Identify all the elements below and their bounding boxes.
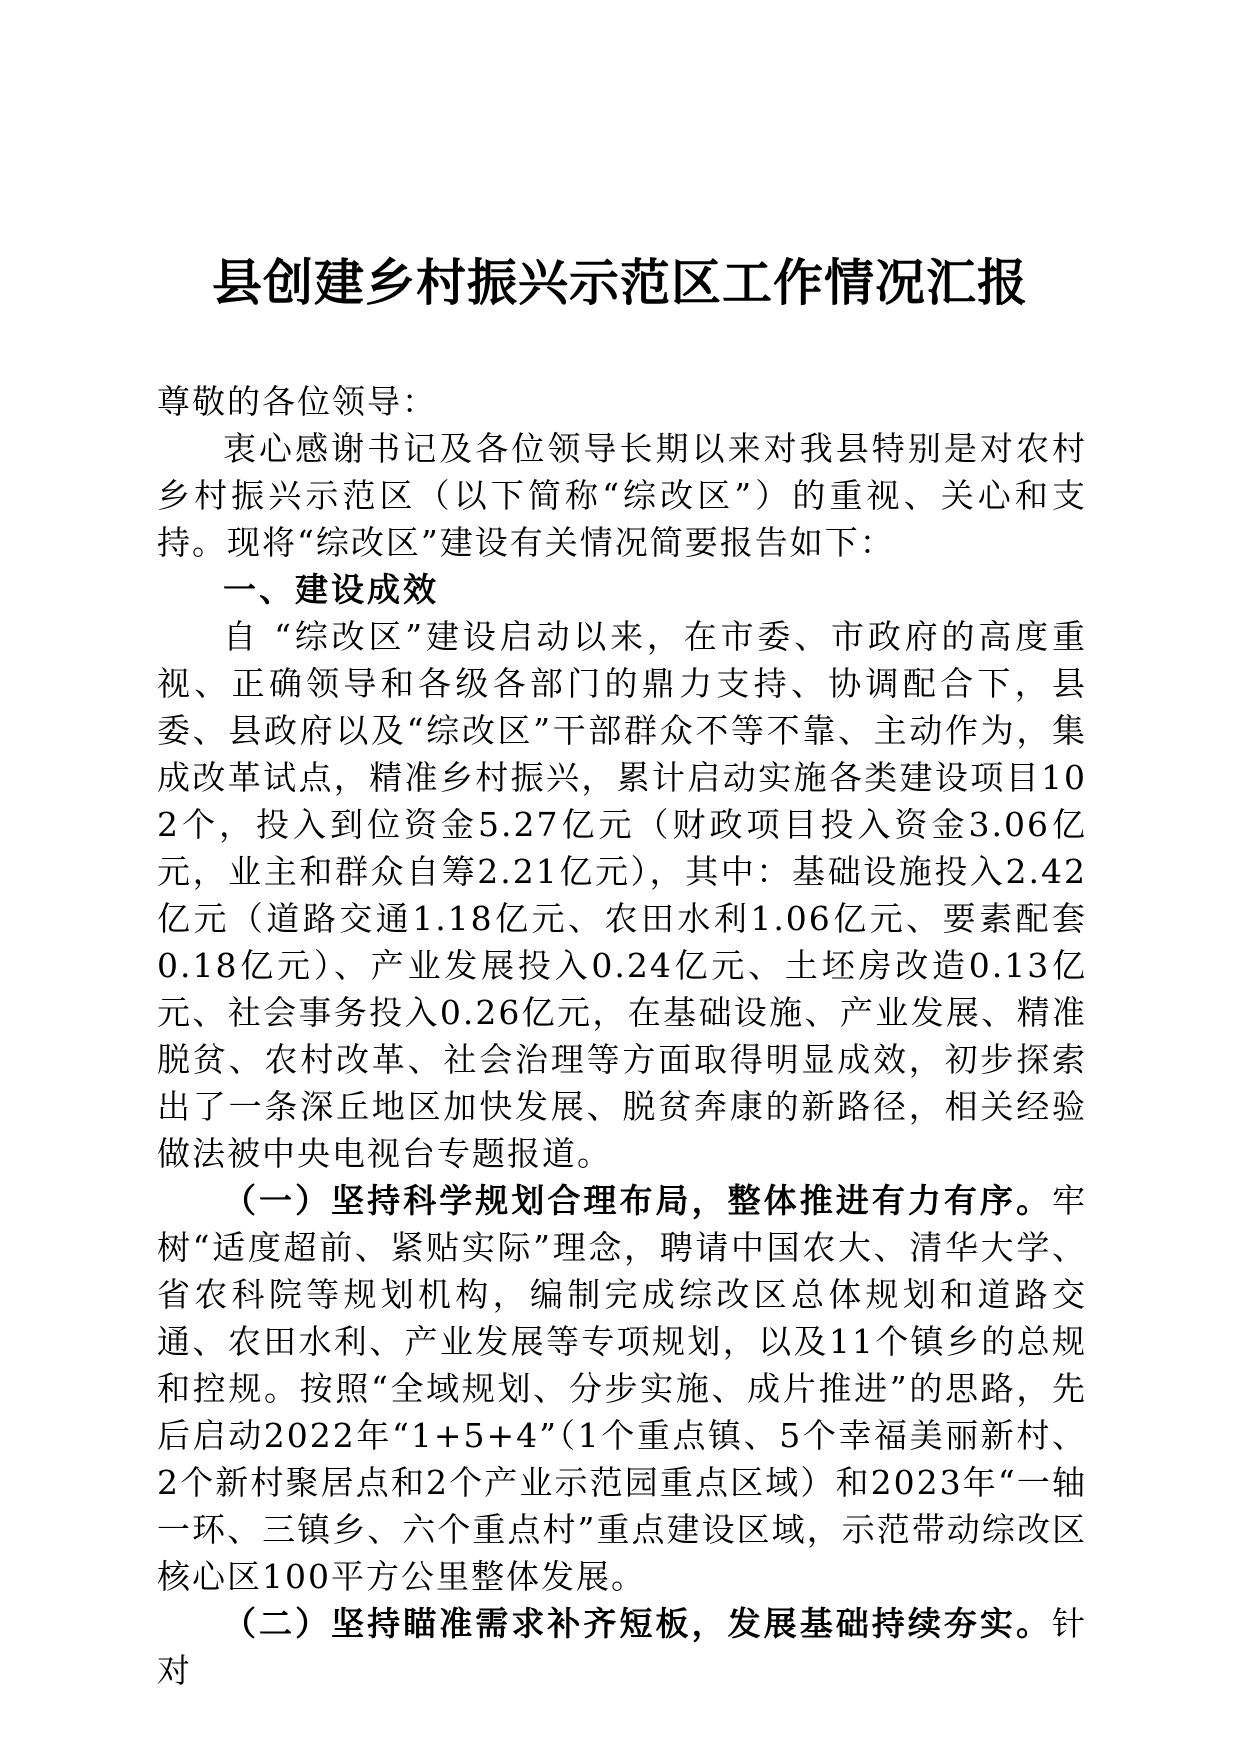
achievements-paragraph: 自 “综改区”建设启动以来，在市委、市政府的高度重视、正确领导和各级各部门的鼎力支持、协调配合下，县委、县政府以及“综改区”干部群众不等不靠、主动作为，集成改革试点，精准乡村振兴，累计启动实施各类建设项目102个，投入到位资金5.27亿元（财政项目投入资金3.06亿元，业主和群众自筹2.21亿元），其中：基础设施投入2.42亿元（道路交通1.18亿元、农田水利1.06亿元、要素配套0.18亿元）、产业发展投入0.24亿元、土坯房改造0.13亿元、社会事务投入0.26亿元，在基础设施、产业发展、精准脱贫、农村改革、社会治理等方面取得明显成效，初步探索出了一条深丘地区加快发展、脱贫奔康的新路径，相关经验做法被中央电视台专题报道。: [157, 617, 1087, 1173]
subsection-planning-text: 牢树“适度超前、紧贴实际”理念，聘请中国农大、清华大学、省农科院等规划机构，编制完成综改区总体规划和道路交通、农田水利、产业发展等专项规划，以及11个镇乡的总规和控规。按照“全域规划、分步实施、成片推进”的思路，先后启动2022年“1+5+4”（1个重点镇、5个幸福美丽新村、2个新村聚居点和2个产业示范园重点区域）和2023年“一轴一环、三镇乡、六个重点村”重点建设区域，示范带动综改区核心区100平方公里整体发展。: [157, 1181, 1087, 1596]
document-title: 县创建乡村振兴示范区工作情况汇报: [212, 253, 1028, 312]
intro-paragraph: 衷心感谢书记及各位领导长期以来对我县特别是对农村乡村振兴示范区（以下简称“综改区”）的重视、关心和支持。现将“综改区”建设有关情况简要报告如下：: [157, 429, 1087, 562]
salutation: 尊敬的各位领导：: [157, 382, 437, 421]
subsection-foundation-heading: （二）坚持瞄准需求补齐短板，发展基础持续夯实。: [223, 1604, 1052, 1643]
subsection-foundation-text: 针对: [157, 1604, 1087, 1690]
section-heading-achievements: 一、建设成效: [223, 570, 439, 609]
subsection-planning-heading: （一）坚持科学规划合理布局，整体推进有力有序。: [223, 1181, 1052, 1220]
subsection-foundation-paragraph: [157, 1600, 1087, 1694]
subsection-planning-paragraph: [157, 1177, 1087, 1600]
document-body: [157, 378, 1087, 1694]
